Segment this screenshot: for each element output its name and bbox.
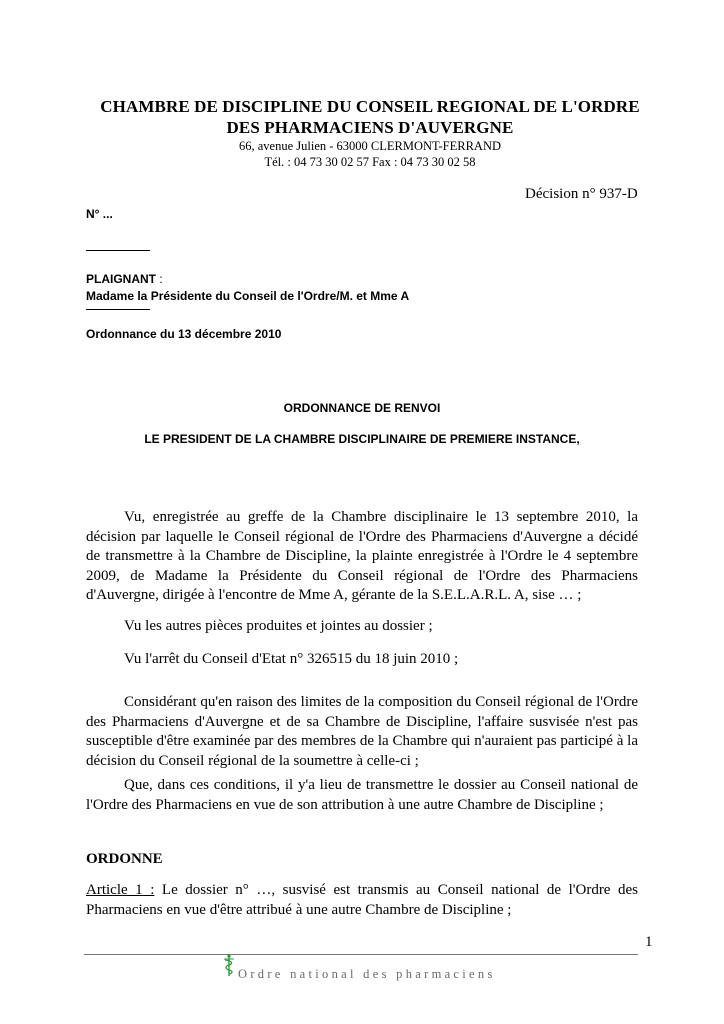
article-1-label: Article 1 (86, 882, 143, 898)
title-line-1: CHAMBRE DE DISCIPLINE DU CONSEIL REGIONAL DE L'ORDRE (100, 97, 640, 116)
paragraph-vu-decision: Vu, enregistrée au greffe de la Chambre disciplinaire le 13 septembre 2010, la décision par laquelle le Conseil régional de l'Ordre des Pharmaciens d'Auvergne a décidé de transmettre à la Chambre de Discipline, la plainte enregistrée à l'Ordre le 4 septembre 2009, de Madame la Présidente du Conseil régional de l'Ordre des Pharmaciens d'Auvergne, dirigée à l'encontre de Mme A, gérante de la S.E.L.A.R.L. A, sise … ; (86, 509, 638, 603)
paragraph-vu-pieces: Vu les autres pièces produites et jointes au dossier ; (124, 618, 433, 634)
caduceus-icon (222, 953, 236, 982)
ordonnance-date: Ordonnance du 13 décembre 2010 (86, 327, 282, 341)
plaignant-line (86, 272, 163, 286)
plaignant-value: Madame la Présidente du Conseil de l'Ordre/M. et Mme A (86, 289, 410, 303)
plaignant-sep: : (156, 272, 163, 286)
paragraph-vu-arret: Vu l'arrêt du Conseil d'Etat n° 326515 du 18 juin 2010 ; (124, 651, 459, 667)
article-1-sep: : (142, 882, 155, 898)
plaignant-label: PLAIGNANT (86, 272, 156, 286)
paragraph-considerant: Considérant qu'en raison des limites de la composition du Conseil régional de l'Ordre des Pharmaciens d'Auvergne et de sa Chambre de Discipline, l'affaire susvisée n'est pas susceptible d'être examinée par des membres de la Chambre qui n'auraient pas participé à la décision du Conseil régional de la soumettre à celle-ci ; (86, 694, 638, 769)
page-title (80, 96, 660, 138)
divider (86, 250, 150, 251)
footer-brand-text: Ordre national des pharmaciens (238, 967, 496, 981)
page-number: 1 (645, 934, 653, 950)
footer-brand (222, 958, 496, 982)
decision-number: Décision n° 937-D (525, 186, 638, 202)
ordonne-heading: ORDONNE (86, 851, 163, 867)
divider (86, 309, 150, 310)
footer-divider (84, 954, 638, 955)
case-number: N° ... (86, 207, 113, 221)
article-1 (86, 881, 638, 920)
title-line-2: DES PHARMACIENS D'AUVERGNE (226, 118, 514, 137)
article-1-text: Le dossier n° …, susvisé est transmis au Conseil national de l'Ordre des Pharmaciens en vue d'être attribué à une autre Chambre de Discipline ; (86, 882, 638, 918)
heading-president: LE PRESIDENT DE LA CHAMBRE DISCIPLINAIRE DE PREMIERE INSTANCE, (144, 432, 580, 446)
paragraph-que: Que, dans ces conditions, il y'a lieu de transmettre le dossier au Conseil national de l'Ordre des Pharmaciens en vue de son attribution à une autre Chambre de Discipline ; (86, 777, 638, 813)
heading-ordonnance-renvoi: ORDONNANCE DE RENVOI (283, 401, 441, 415)
address-line: 66, avenue Julien - 63000 CLERMONT-FERRAND (238, 139, 502, 153)
phone-line: Tél. : 04 73 30 02 57 Fax : 04 73 30 02 58 (264, 155, 476, 169)
